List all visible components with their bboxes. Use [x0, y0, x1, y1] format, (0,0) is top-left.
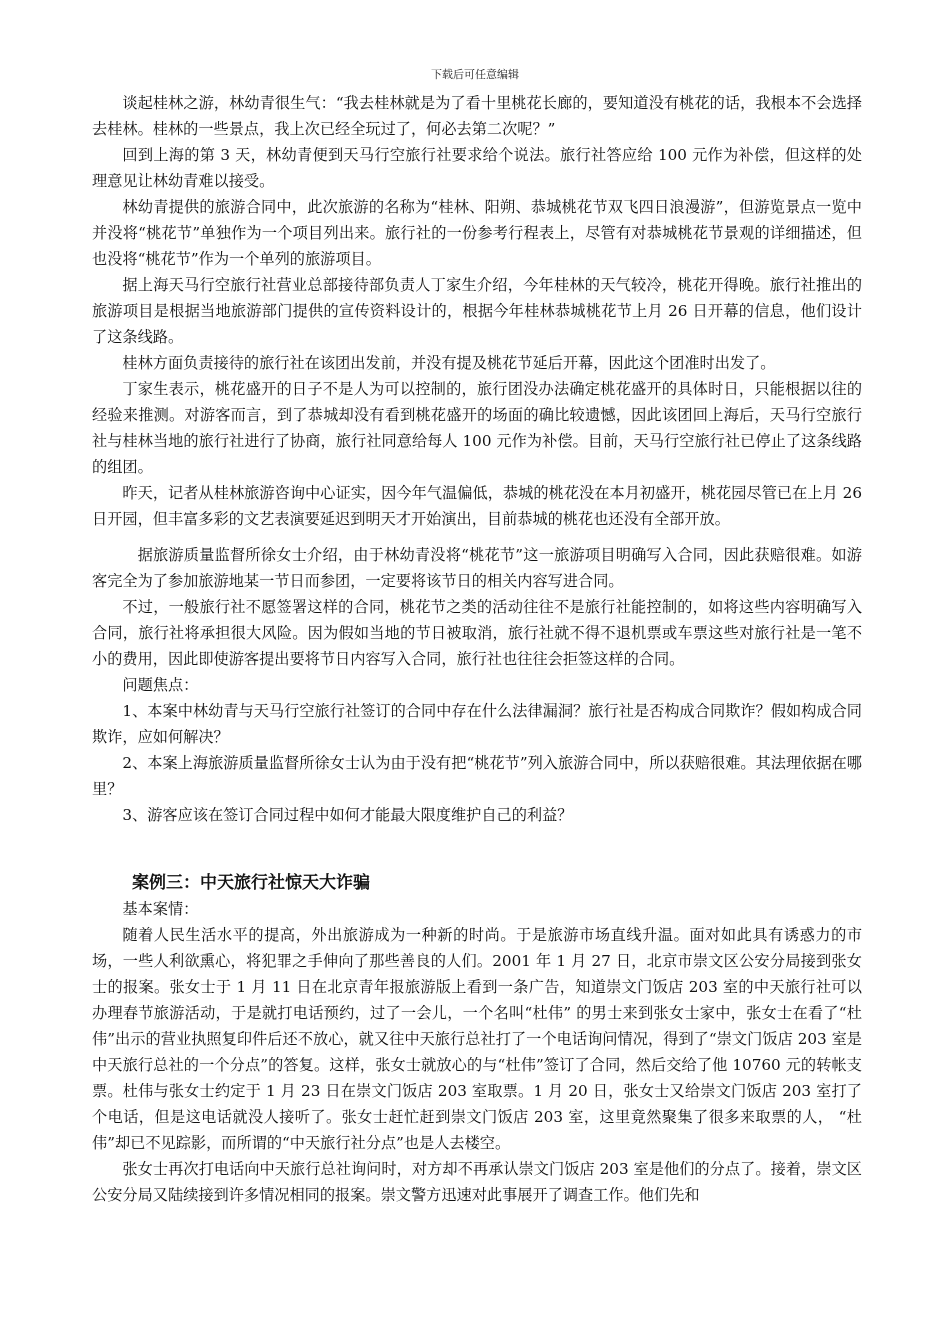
question-item: 1、本案中林幼青与天马行空旅行社签订的合同中存在什么法律漏洞？旅行社是否构成合同欺诈？假如构成合同欺诈，应如何解决？ [92, 702, 862, 746]
paragraph: 据旅游质量监督所徐女士介绍，由于林幼青没将“桃花节”这一旅游项目明确写入合同，因此获赔很难。如游客完全为了参加旅游地某一节日而参团，一定要将该节日的相关内容写进合同。 [92, 546, 862, 590]
case-title: 案例三：中天旅行社惊天大诈骗 [132, 873, 370, 893]
case-subtitle: 基本案情： [122, 900, 199, 918]
question-item: 2、本案上海旅游质量监督所徐女士认为由于没有把“桃花节”列入旅游合同中，所以获赔很难。其法理依据在哪里？ [92, 754, 862, 798]
document-body [92, 90, 862, 1208]
paragraph: 昨天，记者从桂林旅游咨询中心证实，因今年气温偏低，恭城的桃花没在本月初盛开，桃花园尽管已在上月 26 日开园，但丰富多彩的文艺表演要延迟到明天才开始演出，目前恭城的桃花也还没有全部开放。 [92, 484, 862, 528]
paragraph: 桂林方面负责接待的旅行社在该团出发前，并没有提及桃花节延后开幕，因此这个团准时出发了。 [122, 354, 776, 372]
paragraph: 回到上海的第 3 天，林幼青便到天马行空旅行社要求给个说法。旅行社答应给 100 元作为补偿，但这样的处理意见让林幼青难以接受。 [92, 146, 862, 190]
paragraph: 随着人民生活水平的提高，外出旅游成为一种新的时尚。于是旅游市场直线升温。面对如此具有诱惑力的市场，一些人利欲熏心，将犯罪之手伸向了那些善良的人们。2001 年 1 月 27 日，北京市崇文区公安分局接到张女士的报案。张女士于 1 月 11 日在北京青年报旅游版上看到一条广告，知道崇文门饭店 203 室的中天旅行社可以办理春节旅游活动，于是就打电话预约，过了一会儿，一个名叫“杜伟” 的男士来到张女士家中，张女士在看了“杜伟”出示的营业执照复印件后还不放心，就又往中天旅行总社打了一个电话询问情况，得到了“崇文门饭店 203 室是中天旅行总社的一个分点”的答复。这样，张女士就放心的与“杜伟”签订了合同，然后交给了他 10760 元的转帐支票。杜伟与张女士约定于 1 月 23 日在崇文门饭店 203 室取票。1 月 20 日，张女士又给崇文门饭店 203 室打了个电话，但是这电话就没人接听了。张女士赶忙赶到崇文门饭店 203 室，这里竟然聚集了很多来取票的人， “杜伟”却已不见踪影，而所谓的“中天旅行社分点”也是人去楼空。 [92, 926, 862, 1152]
paragraph: 不过，一般旅行社不愿签署这样的合同，桃花节之类的活动往往不是旅行社能控制的，如将这些内容明确写入合同，旅行社将承担很大风险。因为假如当地的节日被取消，旅行社就不得不退机票或车票这些对旅行社是一笔不小的费用，因此即使游客提出要将节日内容写入合同，旅行社也往往会拒签这样的合同。 [92, 598, 862, 668]
page-header: 下载后可任意编辑 [431, 68, 519, 81]
paragraph: 谈起桂林之游，林幼青很生气：“我去桂林就是为了看十里桃花长廊的，要知道没有桃花的话，我根本不会选择去桂林。桂林的一些景点，我上次已经全玩过了，何必去第二次呢？” [92, 94, 862, 138]
paragraph: 张女士再次打电话向中天旅行总社询问时，对方却不再承认崇文门饭店 203 室是他们的分点了。接着，崇文区公安分局又陆续接到许多情况相同的报案。崇文警方迅速对此事展开了调查工作。他们先和 [92, 1160, 862, 1204]
paragraph: 据上海天马行空旅行社营业总部接待部负责人丁家生介绍，今年桂林的天气较冷，桃花开得晚。旅行社推出的旅游项目是根据当地旅游部门提供的宣传资料设计的，根据今年桂林恭城桃花节上月 26 日开幕的信息，他们设计了这条线路。 [92, 276, 862, 346]
questions-title: 问题焦点： [122, 676, 199, 694]
paragraph: 丁家生表示，桃花盛开的日子不是人为可以控制的，旅行团没办法确定桃花盛开的具体时日，只能根据以往的经验来推测。对游客而言，到了恭城却没有看到桃花盛开的场面的确比较遗憾，因此该团回上海后，天马行空旅行社与桂林当地的旅行社进行了协商，旅行社同意给每人 100 元作为补偿。目前，天马行空旅行社已停止了这条线路的组团。 [92, 380, 862, 476]
paragraph: 林幼青提供的旅游合同中，此次旅游的名称为“桂林、阳朔、恭城桃花节双飞四日浪漫游”，但游览景点一览中并没将“桃花节”单独作为一个项目列出来。旅行社的一份参考行程表上，尽管有对恭城桃花节景观的详细描述，但也没将“桃花节”作为一个单列的旅游项目。 [92, 198, 862, 268]
question-item: 3、游客应该在签订合同过程中如何才能最大限度维护自己的利益？ [122, 806, 573, 824]
